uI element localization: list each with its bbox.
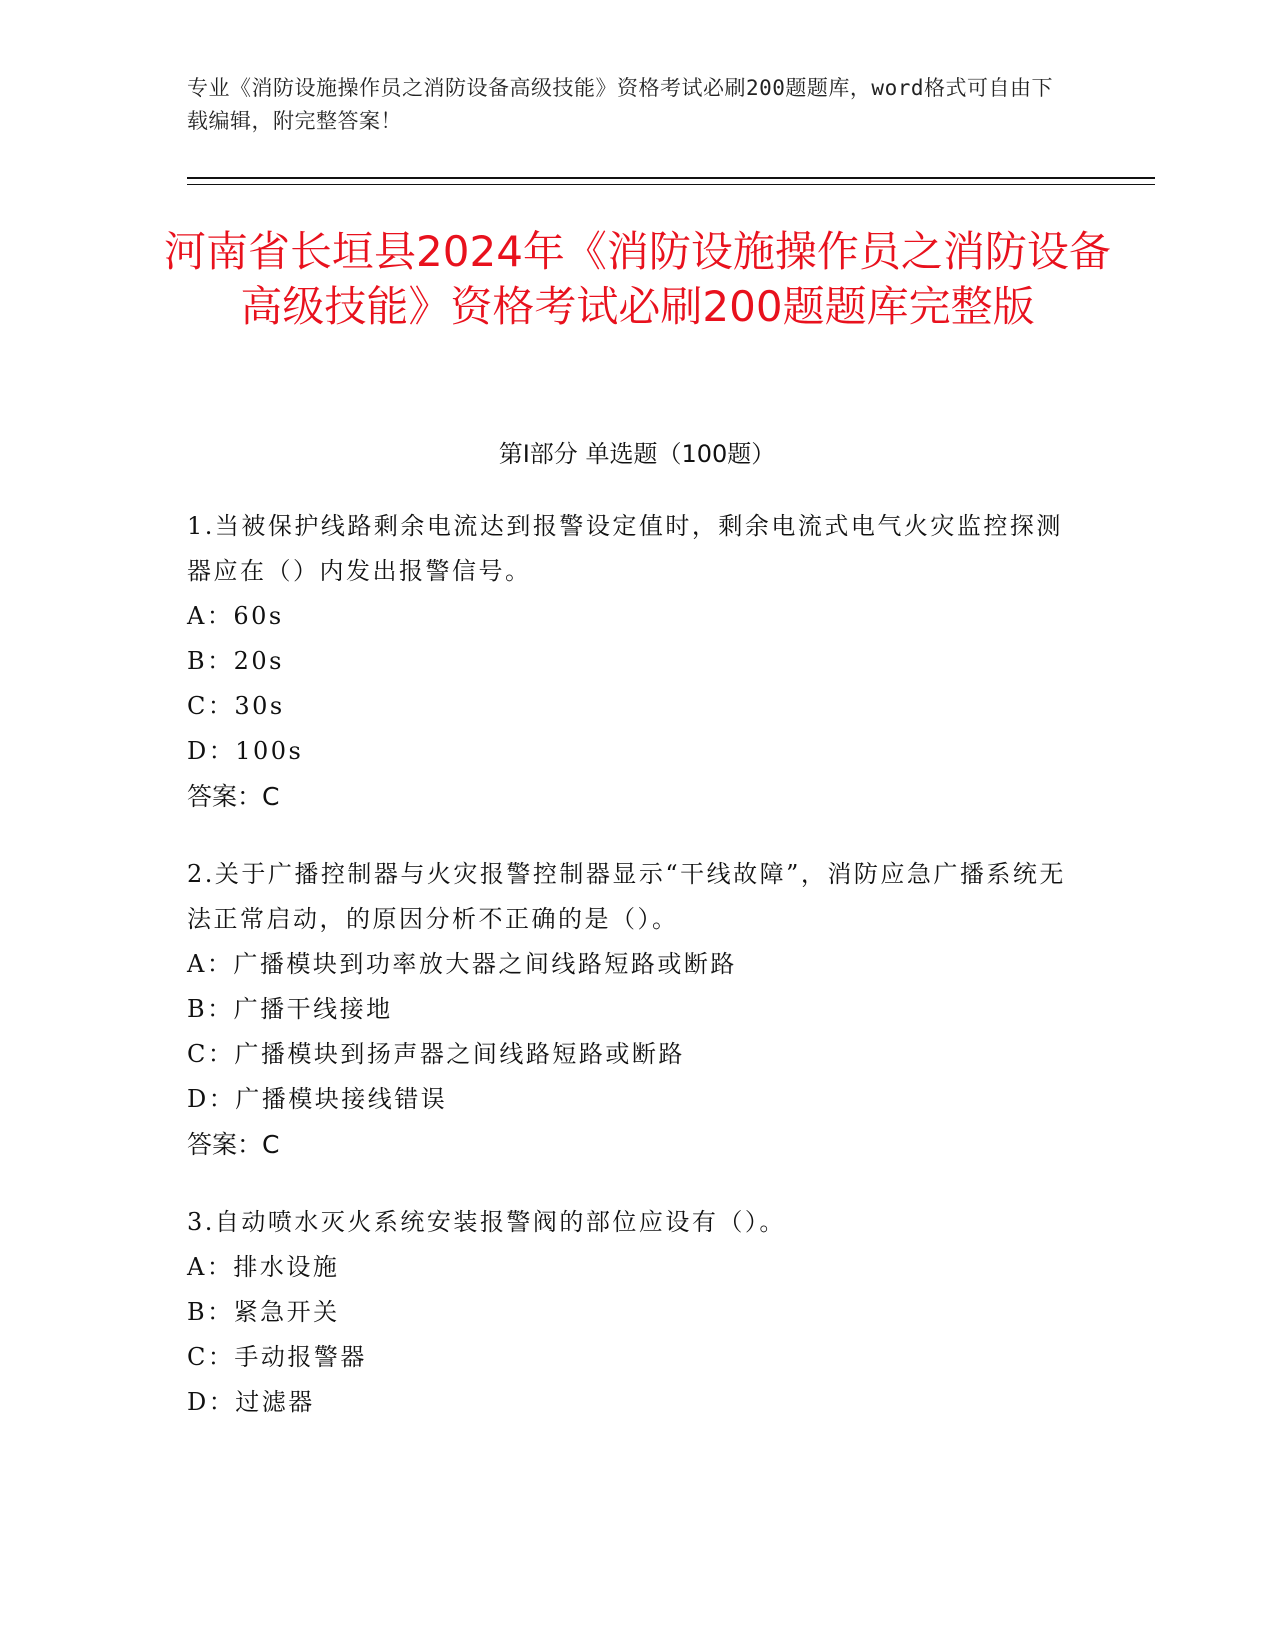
option-b: B：紧急开关	[187, 1298, 340, 1326]
header-divider-thick	[187, 177, 1155, 179]
question-3	[187, 1200, 1087, 1425]
option-c: C：手动报警器	[187, 1343, 367, 1371]
answer: 答案：C	[187, 782, 280, 811]
document-title: 河南省长垣县2024年《消防设施操作员之消防设备高级技能》资格考试必刷200题题库完整版	[164, 227, 1111, 331]
option-c: C：广播模块到扬声器之间线路短路或断路	[187, 1040, 685, 1068]
option-d: D：过滤器	[187, 1388, 315, 1416]
option-b: B：广播干线接地	[187, 995, 393, 1023]
option-a: A：排水设施	[187, 1253, 340, 1281]
question-stem: 3.自动喷水灭火系统安装报警阀的部位应设有（）。	[187, 1208, 786, 1236]
question-stem: 1.当被保护线路剩余电流达到报警设定值时，剩余电流式电气火灾监控探测器应在（）内发出报警信号。	[187, 512, 1063, 585]
question-2	[187, 852, 1087, 1167]
option-a: A：广播模块到功率放大器之间线路短路或断路	[187, 950, 737, 978]
option-a: A：60s	[187, 602, 284, 630]
section-title: 第Ⅰ部分 单选题（100题）	[498, 440, 776, 468]
option-d: D：100s	[187, 737, 304, 765]
answer: 答案：C	[187, 1130, 280, 1159]
option-b: B：20s	[187, 647, 284, 675]
header-divider-thin	[187, 184, 1155, 185]
header-note: 专业《消防设施操作员之消防设备高级技能》资格考试必刷200题题库，word格式可自由下载编辑，附完整答案！	[187, 76, 1053, 133]
question-1	[187, 504, 1087, 819]
option-c: C：30s	[187, 692, 285, 720]
question-stem: 2.关于广播控制器与火灾报警控制器显示“干线故障”，消防应急广播系统无法正常启动，的原因分析不正确的是（）。	[187, 860, 1066, 933]
option-d: D：广播模块接线错误	[187, 1085, 448, 1113]
